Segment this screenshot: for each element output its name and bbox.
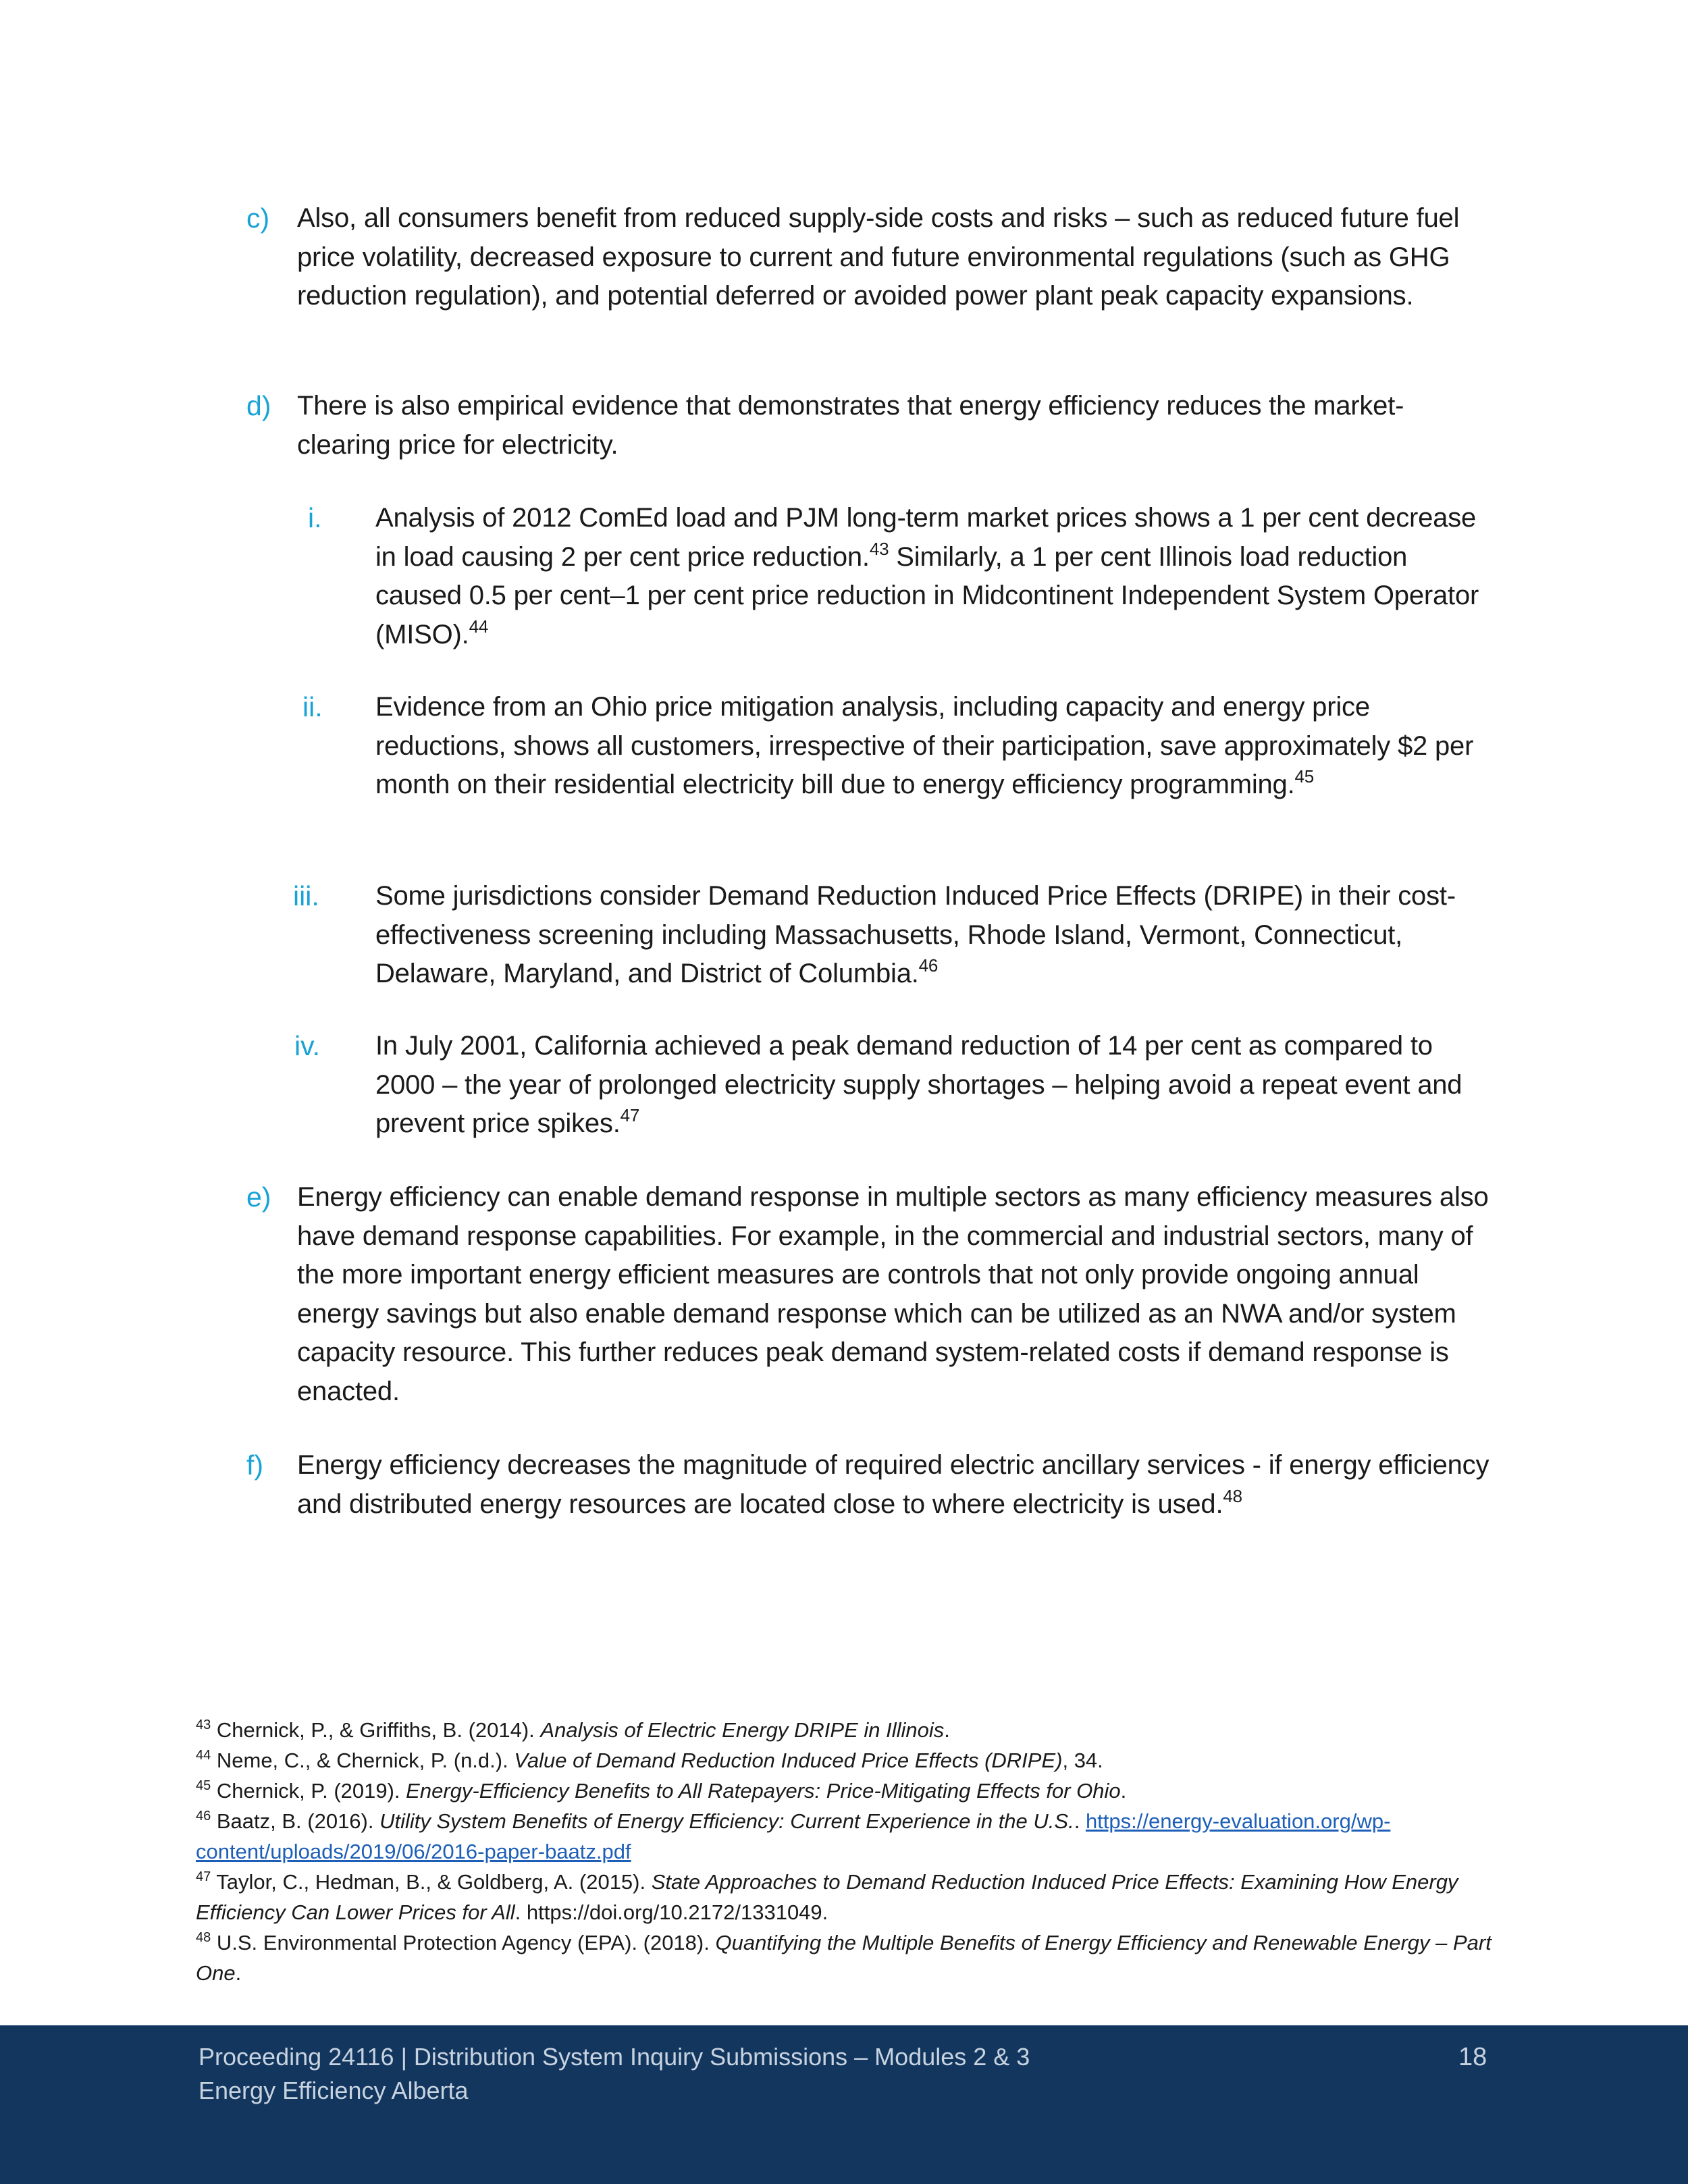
page-footer <box>0 2025 1688 2184</box>
footnote-tail: . <box>1120 1779 1127 1803</box>
text-d-iii: Some jurisdictions consider Demand Reduction Induced Price Effects (DRIPE) in their cost-effectiveness screening including Massachusetts, Rhode Island, Vermont, Connecticut, Delaware, Maryland, and District of Columbia. <box>375 881 1456 988</box>
text-d-ii: Evidence from an Ohio price mitigation analysis, including capacity and energy price reductions, shows all customers, irrespective of their participation, save approximately $2 per month on their residential electricity bill due to energy efficiency programming. <box>375 692 1474 799</box>
text-d-i-part2: Similarly, a 1 per cent Illinois load reduction caused 0.5 per cent–1 per cent price reduction in Midcontinent Independent System Operator (MISO). <box>375 541 1479 649</box>
list-label-e: e) <box>246 1181 271 1213</box>
list-label-d-ii: ii. <box>302 691 323 722</box>
footnote-author: U.S. Environmental Protection Agency (EPA). (2018). <box>211 1931 716 1954</box>
text-d-i-part1: Analysis of 2012 ComEd load and PJM long-term market prices shows a 1 per cent decrease in load causing 2 per cent price reduction. <box>375 503 1477 572</box>
footnote-title: State Approaches to Demand Reduction Induced Price Effects: Examining How Energy Efficiency Can Lower Prices for All <box>196 1870 1458 1924</box>
list-text-d-ii <box>375 688 1496 805</box>
list-text-d-i <box>375 499 1496 654</box>
footnote-48 <box>196 1928 1492 1988</box>
footnote-ref-45: 45 <box>1294 766 1315 787</box>
footnote-author: Chernick, P., & Griffiths, B. (2014). <box>211 1718 541 1742</box>
footnote-author: Baatz, B. (2016). <box>211 1809 380 1833</box>
footnote-author: Taylor, C., Hedman, B., & Goldberg, A. (2015). <box>211 1870 652 1894</box>
footnote-title: Utility System Benefits of Energy Efficiency: Current Experience in the U.S. <box>379 1809 1074 1833</box>
footnote-number: 46 <box>196 1809 211 1823</box>
list-label-f: f) <box>246 1449 264 1481</box>
footnote-number: 44 <box>196 1748 211 1763</box>
list-text-d: There is also empirical evidence that demonstrates that energy efficiency reduces the market-clearing price for electricity. <box>297 391 1404 460</box>
list-text-d-iii <box>375 877 1496 994</box>
footnote-ref-48: 48 <box>1223 1485 1242 1506</box>
list-label-d-i: i. <box>308 502 322 533</box>
footnote-number: 48 <box>196 1930 211 1945</box>
list-text-f <box>297 1446 1492 1524</box>
footnote-tail: . <box>944 1718 950 1742</box>
text-f: Energy efficiency decreases the magnitude of required electric ancillary services - if energy efficiency and distributed energy resources are located close to where electricity is used. <box>297 1450 1489 1519</box>
footer-organization: Energy Efficiency Alberta <box>199 2077 469 2104</box>
list-text-e: Energy efficiency can enable demand response in multiple sectors as many efficiency measures also have demand response capabilities. For example, in the commercial and industrial sectors, many of the more important energy efficient measures are controls that not only provide ongoing annual energy savings but also enable demand response which can be utilized as an NWA and/or system capacity resource. This further reduces peak demand system-related costs if demand response is enacted. <box>297 1182 1489 1406</box>
footnote-author: Chernick, P. (2019). <box>211 1779 406 1803</box>
list-text-c: Also, all consumers benefit from reduced supply-side costs and risks – such as reduced future fuel price volatility, decreased exposure to current and future environmental regulations (such as GHG reduction regulation), and potential deferred or avoided power plant peak capacity expansions. <box>297 203 1460 311</box>
list-label-d-iii: iii. <box>293 880 319 911</box>
footnote-tail: . <box>235 1961 242 1985</box>
footnote-title: Energy-Efficiency Benefits to All Ratepayers: Price-Mitigating Effects for Ohio <box>406 1779 1121 1803</box>
footnote-ref-46: 46 <box>918 955 939 976</box>
footnote-number: 43 <box>196 1717 211 1732</box>
text-d-iv: In July 2001, California achieved a peak demand reduction of 14 per cent as compared to 2000 – the year of prolonged electricity supply shortages – helping avoid a repeat event and prevent price spikes. <box>375 1031 1462 1138</box>
footnote-tail: . <box>1074 1809 1086 1833</box>
footnote-title: Analysis of Electric Energy DRIPE in Illinois <box>540 1718 945 1742</box>
footnote-47 <box>196 1867 1492 1927</box>
footnote-ref-43: 43 <box>869 538 889 559</box>
footnote-title: Value of Demand Reduction Induced Price Effects (DRIPE) <box>514 1749 1063 1772</box>
footnote-title: Quantifying the Multiple Benefits of Energy Efficiency and Renewable Energy – Part One <box>196 1931 1492 1985</box>
footnote-43 <box>196 1715 1492 1746</box>
page-number: 18 <box>1458 2043 1487 2071</box>
footnote-number: 47 <box>196 1869 211 1884</box>
footnote-44 <box>196 1746 1492 1776</box>
list-label-d-iv: iv. <box>294 1030 320 1061</box>
footnote-ref-47: 47 <box>620 1105 640 1125</box>
list-label-c: c) <box>246 203 270 234</box>
list-label-d: d) <box>246 390 271 421</box>
footnote-tail: , 34. <box>1062 1749 1103 1772</box>
footnote-link[interactable]: https://energy-evaluation.org/wp-content/uploads/2019/06/2016-paper-baatz.pdf <box>196 1809 1391 1863</box>
footnote-tail: . https://doi.org/10.2172/1331049. <box>515 1900 828 1924</box>
footnote-ref-44: 44 <box>469 616 489 637</box>
footnote-45 <box>196 1776 1492 1807</box>
footnote-author: Neme, C., & Chernick, P. (n.d.). <box>211 1749 515 1772</box>
footnote-46 <box>196 1807 1492 1867</box>
list-text-d-iv <box>375 1027 1496 1144</box>
footnote-number: 45 <box>196 1778 211 1793</box>
footer-proceeding: Proceeding 24116 | Distribution System Inquiry Submissions – Modules 2 & 3 <box>199 2043 1030 2071</box>
